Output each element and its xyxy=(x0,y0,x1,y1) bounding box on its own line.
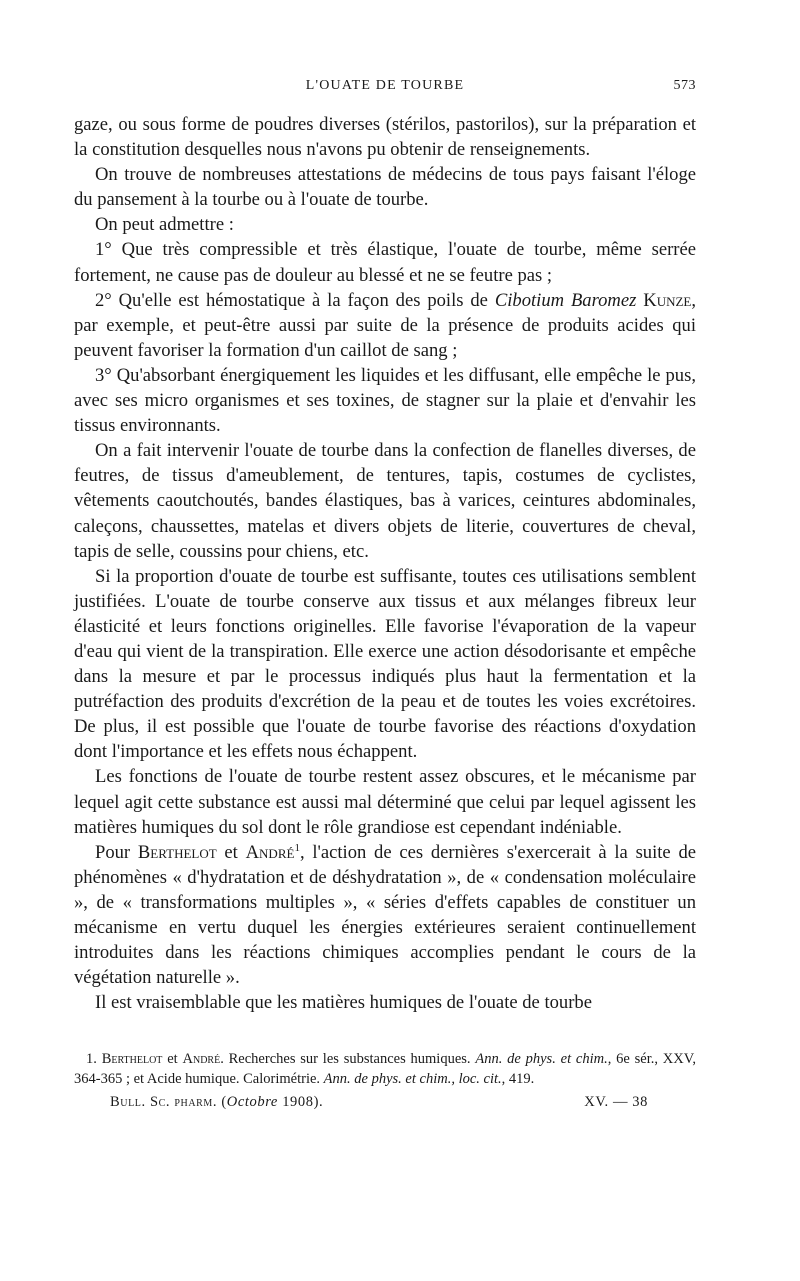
author-name: André xyxy=(245,841,295,863)
text-run: 2° Qu'elle est hémostatique à la façon des poils de xyxy=(95,289,495,311)
paragraph: Il est vraisemblable que les matières humiques de l'ouate de tourbe xyxy=(95,992,592,1014)
journal-title: Ann. de phys. et chim. xyxy=(475,1051,608,1068)
author-name: André xyxy=(182,1051,221,1068)
paragraph: On trouve de nombreuses attestations de médecins de tous pays faisant l'éloge du pansement à la tourbe ou à l'ouate de tourbe. xyxy=(74,164,696,211)
author-name: Berthelot xyxy=(101,1051,163,1068)
footnote-reference[interactable]: 1 xyxy=(294,841,300,854)
page xyxy=(74,78,696,1114)
paragraph: Les fonctions de l'ouate de tourbe restent assez obscures, et le mécanisme par lequel agit cette substance est aussi mal déterminé que celui par lequel agissent les matières humiques du sol dont le rôle grandiose est cependant indéniable. xyxy=(74,766,696,838)
footnote-number: 1. xyxy=(86,1051,97,1068)
paragraph: gaze, ou sous forme de poudres diverses (stérilos, pastorilos), sur la préparation et la constitution desquelles nous n'avons pu obtenir de renseignements. xyxy=(74,114,696,161)
author-name: Kunze xyxy=(643,289,692,311)
paragraph: Si la proportion d'ouate de tourbe est suffisante, toutes ces utilisations semblent justifiées. L'ouate de tourbe conserve aux tissus et aux mélanges fibreux leur élasticité et leurs fonctions originelles. Elle favorise l'évaporation de la vapeur d'eau qui vient de la transpiration. Elle exerce une action désodorisante et empêche dans la mesure et par le processus indiqués plus haut la fermentation et la putréfaction des produits d'excrétion de la peau et de toutes les voies excrétoires. De plus, il est possible que l'ouate de tourbe favorise des réactions d'oxydation dont l'importance et les effets nous échappent. xyxy=(74,565,696,763)
text-run: . Recherches sur les substances humiques. xyxy=(220,1051,476,1068)
list-item: 3° Qu'absorbant énergiquement les liquides et les diffusant, elle empêche le pus, avec ses micro organismes et ses toxines, de stagner sur la plaie et d'envahir les tissus environnants. xyxy=(74,364,696,437)
page-number: 573 xyxy=(673,78,696,93)
text-run: , par exemple, et peut-être aussi par suite de la présence de produits acides qui peuvent favoriser la formation d'un caillot de sang ; xyxy=(74,289,697,361)
text-run: 1908). xyxy=(277,1094,324,1111)
text-run: ( xyxy=(217,1094,227,1111)
text-run: Pour xyxy=(95,841,138,863)
journal-title: Ann. de phys. et chim., loc. cit. xyxy=(323,1071,502,1088)
text-run: , 6e sér., XXV, 364-365 ; et Acide humique. Calorimétrie. xyxy=(74,1051,696,1088)
species-name: Cibotium Baromez xyxy=(494,289,637,311)
journal-abbrev: Bull. Sc. pharm. xyxy=(110,1094,218,1111)
list-item: 1° Que très compressible et très élastique, l'ouate de tourbe, même serrée fortement, ne cause pas de douleur au blessé et ne se feutre pas ; xyxy=(74,239,696,286)
paragraph xyxy=(74,840,696,991)
text-run: et xyxy=(216,841,246,863)
text-run: , 419. xyxy=(501,1071,535,1088)
author-name: Berthelot xyxy=(137,841,217,863)
text-run: et xyxy=(162,1051,183,1068)
paragraph: On a fait intervenir l'ouate de tourbe dans la confection de flanelles diverses, de feutres, de tissus d'ameublement, de tentures, tapis, costumes de cyclistes, vêtements caoutchoutés, bandes élastiques, bas à varices, ceintures abdominales, caleçons, chaussettes, matelas et divers objets de literie, couvertures de cheval, tapis de selle, coussins pour chiens, etc. xyxy=(74,440,696,562)
footnotes xyxy=(74,1049,696,1089)
signature-mark: XV. — 38 xyxy=(584,1094,648,1111)
issue-month: Octobre xyxy=(226,1094,278,1111)
footnote xyxy=(74,1049,696,1089)
paragraph: On peut admettre : xyxy=(95,214,234,236)
page-footer xyxy=(74,1094,696,1114)
list-item xyxy=(74,288,696,363)
running-head xyxy=(74,78,696,100)
journal-citation xyxy=(110,1094,323,1111)
running-title: L'OUATE DE TOURBE xyxy=(305,78,465,93)
text-run: , l'action de ces dernières s'exercerait à la suite de phénomènes « d'hydratation et de déshydratation », de « condensation moléculaire », de « transformations multiples », « séries d'effets capables de constituer un mécanisme en vertu duquel les énergies extérieures seraient continuellement introduites dans les réactions chimiques accomplies pendant le cours de la végétation naturelle ». xyxy=(74,841,696,989)
body-text xyxy=(74,112,696,1015)
